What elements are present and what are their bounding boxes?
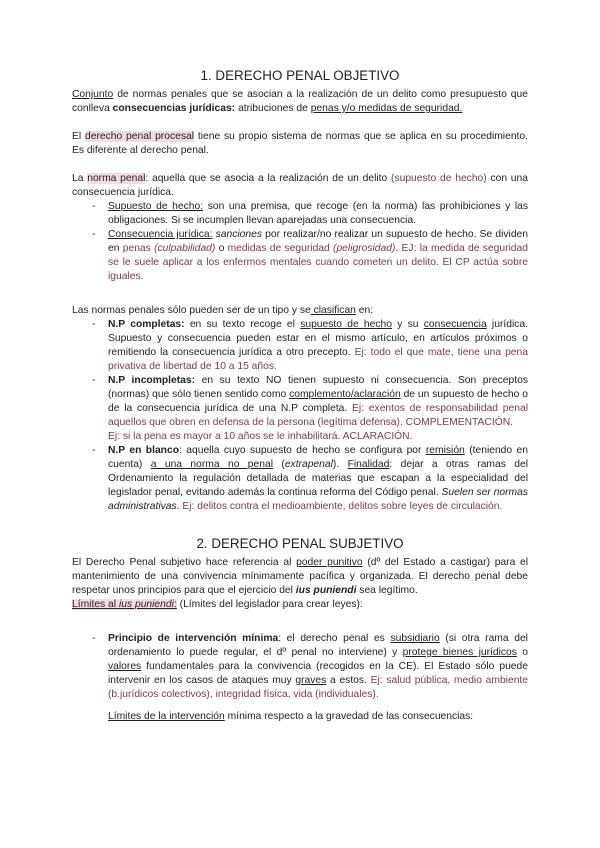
text: Límites al [72,599,119,610]
text: mínima respecto a la gravedad de las consecuencias: [224,711,474,722]
text: (culpabilidad) [154,243,216,254]
text: protege bienes jurídicos [402,647,517,658]
s2-limites-intervencion [72,710,528,724]
text: a una norma no penal [150,459,273,470]
text: consecuencia [423,319,487,330]
s1-procesal-paragraph [72,130,528,158]
text: (teniendo en cuenta) [108,445,528,470]
text: (peligrosidad) [333,243,396,254]
term-completas: N.P completas: [108,319,185,330]
text: tiene su propio sistema de normas que se aplica en su procedimiento. Es diferente al derecho penal. [72,131,528,156]
principios-list [72,632,528,702]
text: en su texto NO tienen supuesto ni consecuencia. Son preceptos (normas) que sólo tienen sentido como [108,375,529,400]
text: o [516,647,528,658]
text: : dejar a otras ramas del Ordenamiento la regulación detallada de materias que escapan a la especialidad del legislador penal, evitando además la continua reforma del Código penal. [108,459,528,498]
term-supuesto: Supuesto de hecho: [108,201,204,212]
term-limites [72,599,177,610]
text: ( [273,459,285,470]
list-item-completas [72,318,528,374]
text: a estos. [326,675,371,686]
text: remisión [425,445,465,456]
text: ). [332,459,348,470]
term-sanciones: sanciones [212,229,263,240]
text: con una consecuencia jurídica. [72,173,528,198]
text: Las normas penales sólo pueden ser de un tipo y se [72,305,311,316]
text: son una premisa, que recoge (en la norma) las prohibiciones y las obligaciones. Si se incumplen llevan aparejadas una consecuencia. [108,201,529,226]
text: graves [295,675,327,686]
text: Suelen ser normas administrativas [108,487,528,512]
example-medida: . EJ: la medida de seguridad se le suele aplicar a los enfermos mentales cuando cometen un delito. El CP actúa sobre iguales. [108,243,528,282]
list-item-intervencion [72,632,528,702]
term-poder-punitivo: poder punitivo [296,557,363,568]
text: valores [108,661,142,672]
text: jurídica. Supuesto y consecuencia pueden estar en el mismo artículo, en artículos próximos o remitiendo la consecuencia jurídica a otro precepto. [108,319,528,358]
list-item-blanco [72,444,528,514]
term-norma-penal: norma penal [87,173,146,184]
text: medidas de seguridad [227,243,334,254]
section-2-title: 2. DERECHO PENAL SUBJETIVO [196,536,404,551]
text: de un supuesto de hecho o de la consecuencia jurídica de una N.P completa. [108,389,528,414]
text: : aquella cuyo supuesto de hecho se configura por [179,445,426,456]
text: fundamentales para la convivencia (recogidos en la CE). El Estado sólo puede intervenir en los casos de ataques muy [108,661,528,686]
s2-intro-paragraph [72,556,528,598]
text: . [176,501,183,512]
example-complementacion: Ej: exentos de responsabilidad penal aquellos que obren en defensa de la persona (legítima defensa). COMPLEMENTACIÓN. [108,403,528,428]
list-item-supuesto [72,200,528,228]
text: sea legítimo. [356,585,418,596]
example-blanco: Ej: delitos contra el medioambiente, delitos sobre leyes de circulación. [182,501,503,512]
note-supuesto: (supuesto de hecho) [391,173,487,184]
text: y su [391,319,424,330]
text: en su texto recoge el [184,319,301,330]
term-blanco: N.P en blanco [108,445,179,456]
term-consecuencia: Consecuencia jurídica: [108,229,213,240]
text: (Límites del legislador para crear leyes): [176,599,363,610]
term-incompletas: N.P incompletas: [108,375,196,386]
text: : aquella que se asocia a la realización de un delito [145,173,392,184]
text: complemento/aclaración [289,389,401,400]
text: supuesto de hecho [300,319,392,330]
text: La [72,173,88,184]
s1-clasif-paragraph [72,304,528,318]
norma-list [72,200,528,284]
term-derecho-procesal: derecho penal procesal [85,131,195,142]
text: subsidiario [390,633,440,644]
text: El [72,131,85,142]
text: El Derecho Penal subjetivo hace referencia al [72,557,297,568]
text: por realizar/no realizar un supuesto de hecho. Se dividen en [108,229,529,254]
s1-norma-paragraph [72,172,528,200]
term-clasifican: clasifican [310,305,356,316]
text: (si otra rama del ordenamiento lo puede regular, el dº penal no interviene) y [108,633,528,658]
example-completas: Ej: todo el que mate, tiene una pena privativa de libertad de 10 a 15 años. [108,347,528,372]
section-1-title: 1. DERECHO PENAL OBJETIVO [200,68,400,83]
s2-limites-paragraph [72,598,528,612]
text: : [173,599,177,610]
s1-intro-paragraph [72,88,528,116]
text: Finalidad [347,459,390,470]
text: extrapenal [284,459,333,470]
term-limites-intervencion: Límites de la intervención [108,711,225,722]
list-item-incompletas [72,374,528,444]
list-item-consecuencia [72,228,528,284]
term-conjunto: Conjunto [72,89,114,100]
text: de normas penales que se asocian a la realización de un delito como presupuesto que conlleva [72,89,528,114]
text: : el derecho penal es [278,633,391,644]
example-aclaracion: Ej: si la pena es mayor a 10 años se le inhabilitará. ACLARACIÓN. [108,431,413,442]
text: ius puniendi [118,599,174,610]
example-intervencion: Ej: salud pública, medio ambiente (b.jurídicos colectivos), integridad física, vida (individuales). [108,675,529,700]
text: penas [122,243,155,254]
document-page [72,68,528,724]
text: atribuciones de [235,103,311,114]
term-intervencion-minima: Principio de intervención mínima [108,633,279,644]
text: o [215,243,228,254]
text: en: [355,305,374,316]
term-consecuencias: consecuencias jurídicas: [112,103,236,114]
term-ius-puniendi: ius puniendi [295,585,357,596]
term-penas-medidas: penas y/o medidas de seguridad. [310,103,463,114]
text: (dº del Estado a castigar) para el mantenimiento de una convivencia mínimamente pacífica y organizada. El derecho penal debe respetar unos principios para que el ejercicio del [72,557,529,596]
clasif-list [72,318,528,514]
